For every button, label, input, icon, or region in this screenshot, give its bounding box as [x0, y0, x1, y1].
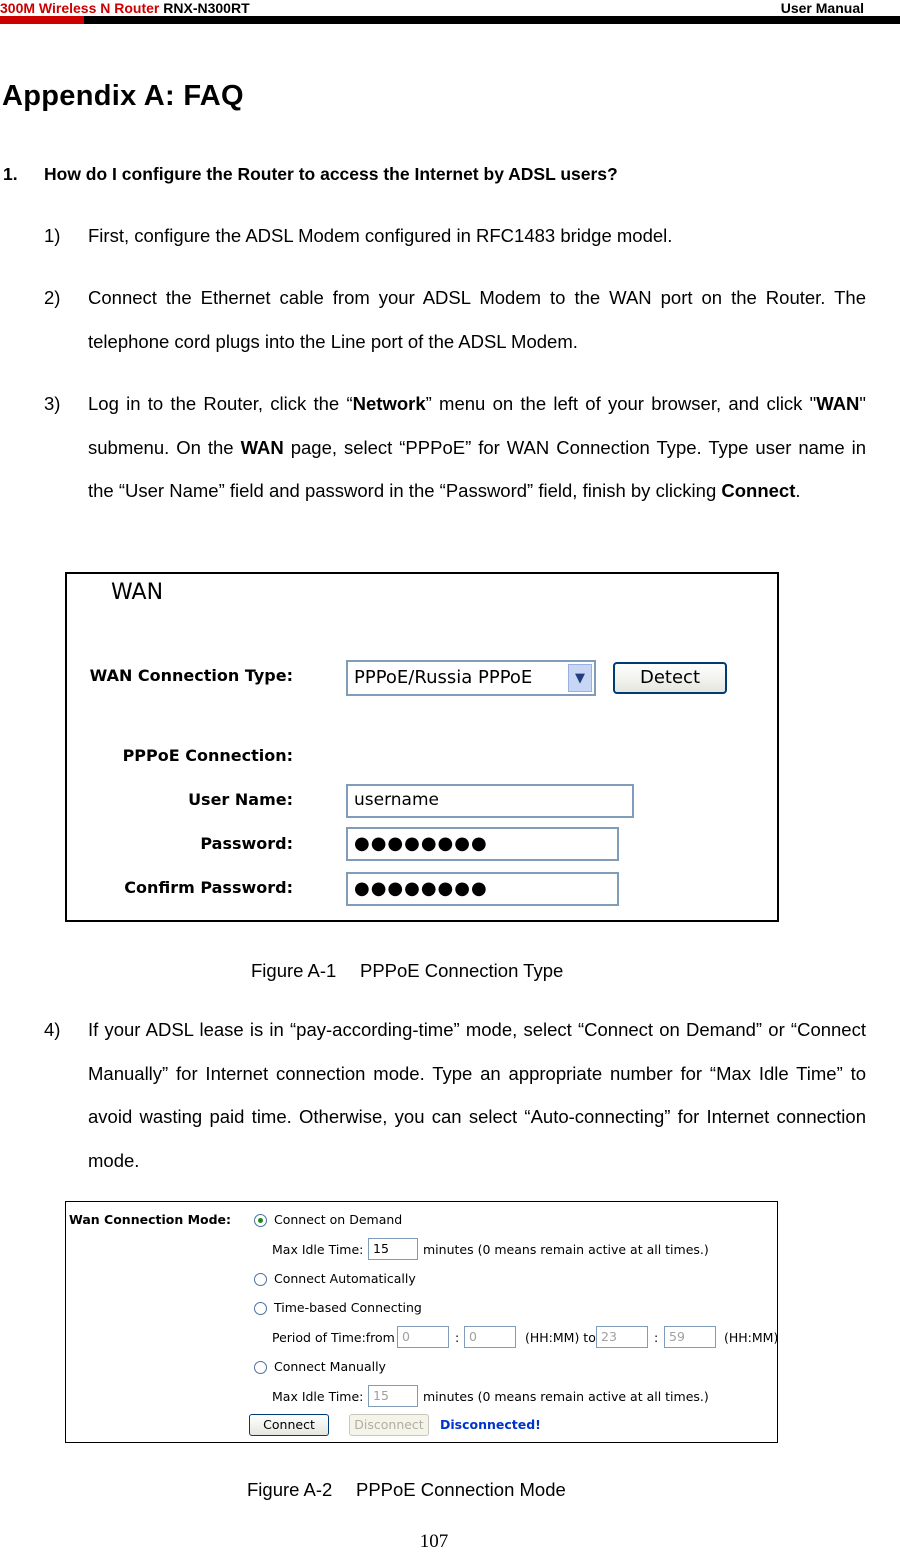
- to-hour-input[interactable]: 23: [596, 1326, 648, 1348]
- from-hour-input[interactable]: 0: [397, 1326, 449, 1348]
- max-idle-note-2: minutes (0 means remain active at all times.): [423, 1389, 709, 1404]
- connection-status: Disconnected!: [440, 1417, 541, 1432]
- figure-2-caption: Figure A-2 PPPoE Connection Mode: [247, 1479, 566, 1500]
- header-product: 300M Wireless N Router RNX-N300RT: [0, 0, 250, 16]
- conn-type-label: WAN Connection Type:: [89, 666, 293, 685]
- step-1: 1) First, configure the ADSL Modem configured in RFC1483 bridge model.: [44, 225, 673, 246]
- password-input[interactable]: ●●●●●●●●: [346, 827, 619, 861]
- max-idle-note-1: minutes (0 means remain active at all times.): [423, 1242, 709, 1257]
- connect-automatically-label: Connect Automatically: [274, 1271, 416, 1286]
- colon-1: :: [455, 1330, 460, 1345]
- time-based-label: Time-based Connecting: [274, 1300, 422, 1315]
- connect-on-demand-label: Connect on Demand: [274, 1212, 403, 1227]
- connect-button[interactable]: Connect: [249, 1414, 329, 1436]
- header-rule-accent: [0, 16, 84, 24]
- disconnect-button[interactable]: Disconnect: [349, 1414, 429, 1436]
- from-minute-input[interactable]: 0: [464, 1326, 516, 1348]
- chevron-down-icon[interactable]: ▼: [568, 664, 592, 692]
- connect-on-demand-radio[interactable]: [254, 1214, 267, 1227]
- conn-type-select[interactable]: PPPoE/Russia PPPoE ▼: [346, 660, 596, 696]
- max-idle-input-1[interactable]: 15: [368, 1238, 418, 1260]
- colon-2: :: [654, 1330, 659, 1345]
- connect-manually-label: Connect Manually: [274, 1359, 386, 1374]
- period-label: Period of Time:from: [272, 1330, 395, 1345]
- password-label: Password:: [200, 834, 293, 853]
- wan-title: WAN: [111, 580, 164, 605]
- page-title: Appendix A: FAQ: [2, 80, 244, 112]
- confirm-password-input[interactable]: ●●●●●●●●: [346, 872, 619, 906]
- max-idle-label-2: Max Idle Time:: [272, 1389, 364, 1404]
- username-input[interactable]: username: [346, 784, 634, 818]
- header-doc-type: User Manual: [780, 0, 864, 16]
- connect-manually-radio[interactable]: [254, 1361, 267, 1374]
- hhmm-label: (HH:MM): [724, 1330, 779, 1345]
- step-4: 4) If your ADSL lease is in “pay-according-time” mode, select “Connect on Demand” or “Connect Manually” for Internet connection mode. Type an appropriate number for “Max Idle Time” to avoid wasting paid time. Otherwise, you can select “Auto-connecting” for Internet connection mode.: [44, 1019, 866, 1171]
- username-label: User Name:: [188, 790, 293, 809]
- connect-automatically-radio[interactable]: [254, 1273, 267, 1286]
- step-2: 2) Connect the Ethernet cable from your ADSL Modem to the WAN port on the Router. The telephone cord plugs into the Line port of the ADSL Modem.: [44, 287, 866, 352]
- detect-button[interactable]: Detect: [613, 662, 727, 694]
- pppoe-connection-label: PPPoE Connection:: [122, 746, 293, 765]
- max-idle-input-2[interactable]: 15: [368, 1385, 418, 1407]
- max-idle-label-1: Max Idle Time:: [272, 1242, 364, 1257]
- wan-connection-mode-label: Wan Connection Mode:: [69, 1212, 232, 1227]
- header-model: RNX-N300RT: [163, 0, 250, 16]
- confirm-password-label: Confirm Password:: [124, 878, 293, 897]
- time-based-radio[interactable]: [254, 1302, 267, 1315]
- hhmm-to-label: (HH:MM) to: [525, 1330, 596, 1345]
- faq-question: 1. How do I configure the Router to access the Internet by ADSL users?: [3, 164, 618, 184]
- figure-wan-settings: [65, 572, 779, 922]
- header-rule: [0, 16, 900, 24]
- figure-1-caption: Figure A-1 PPPoE Connection Type: [251, 960, 564, 981]
- step-3: 3) Log in to the Router, click the “Network” menu on the left of your browser, and click "WAN" submenu. On the WAN page, select “PPPoE” for WAN Connection Type. Type user name in the “User Name” field and password in the “Password” field, finish by clicking Connect.: [44, 393, 867, 501]
- to-minute-input[interactable]: 59: [664, 1326, 716, 1348]
- figure-connection-mode: [65, 1201, 778, 1443]
- page-number: 107: [419, 1531, 449, 1552]
